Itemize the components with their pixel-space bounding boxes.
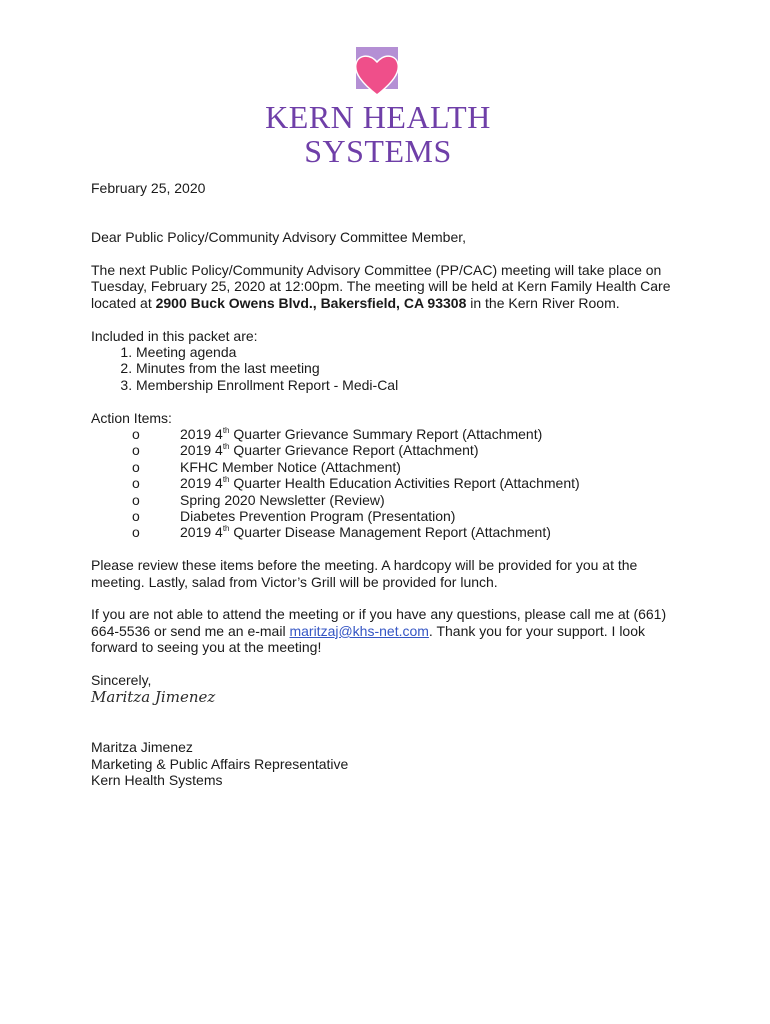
- action-item: [132, 524, 691, 540]
- action-item-text: KFHC Member Notice (Attachment): [180, 458, 401, 475]
- ordinal-suffix: th: [222, 475, 230, 485]
- sender-org: Kern Health Systems: [91, 772, 223, 789]
- intro-text: The next Public Policy/Community Advisory Committee (PP/CAC) meeting will take place on Tuesday, February 25, 2020 at 12:00pm. The meeting will be held at Kern Family Health Care located at: [91, 261, 671, 311]
- action-item-text: Spring 2020 Newsletter (Review): [180, 491, 385, 508]
- action-items-heading: Action Items:: [91, 409, 172, 426]
- packet-item: 1. Meeting agenda: [136, 344, 691, 360]
- sender-name: Maritza Jimenez: [91, 739, 193, 756]
- action-item: [132, 426, 691, 442]
- logo-heart: [356, 56, 399, 95]
- action-item-text-end: Quarter Grievance Summary Report (Attachment): [229, 426, 543, 443]
- action-item-text: 2019 4: [180, 426, 223, 443]
- letter-date: February 25, 2020: [91, 180, 206, 196]
- salutation: Dear Public Policy/Community Advisory Committee Member,: [91, 229, 467, 246]
- action-item-text-end: Quarter Health Education Activities Report (Attachment): [229, 475, 580, 492]
- bullet-icon: o: [132, 524, 140, 541]
- action-item: [132, 492, 691, 508]
- action-item: [132, 508, 691, 524]
- heart-logo-icon: [352, 45, 402, 97]
- letter-body: [91, 180, 691, 788]
- contact-text-end: . Thank you for your support. I look forward to seeing you at the meeting!: [91, 622, 645, 656]
- logo-wordmark: [248, 100, 508, 168]
- meeting-address: 2900 Buck Owens Blvd., Bakersfield, CA 93308: [155, 294, 467, 311]
- packet-intro: Included in this packet are:: [91, 327, 258, 344]
- action-item-text: 2019 4: [180, 475, 223, 492]
- email-link[interactable]: maritzaj@khs-net.com: [289, 622, 429, 639]
- bullet-icon: o: [132, 426, 140, 443]
- action-item-text-end: Quarter Grievance Report (Attachment): [229, 442, 479, 459]
- intro-paragraph: [91, 262, 691, 311]
- ordinal-suffix: th: [222, 524, 230, 534]
- intro-text-end: in the Kern River Room.: [466, 294, 620, 311]
- contact-text: If you are not able to attend the meeting or if you have any questions, please call me at (661) 664-5536 or send me an e-mail: [91, 606, 667, 639]
- kern-health-logo: [248, 45, 508, 170]
- logo-line-1: KERN HEALTH: [265, 99, 491, 135]
- packet-list: [91, 344, 691, 393]
- action-item-text: 2019 4: [180, 524, 223, 541]
- packet-item: 3. Membership Enrollment Report - Medi-Cal: [136, 377, 691, 393]
- bullet-icon: o: [132, 458, 140, 475]
- action-item-text-end: Quarter Disease Management Report (Attachment): [229, 524, 551, 541]
- bullet-icon: o: [132, 508, 140, 525]
- review-paragraph: Please review these items before the meeting. A hardcopy will be provided for you at the meeting. Lastly, salad from Victor’s Grill will be provided for lunch.: [91, 557, 638, 590]
- logo-line-2: SYSTEMS: [304, 133, 452, 169]
- sender-title: Marketing & Public Affairs Representative: [91, 755, 349, 772]
- bullet-icon: o: [132, 475, 140, 492]
- action-items-list: [91, 426, 691, 541]
- bullet-icon: o: [132, 442, 140, 459]
- closing: Sincerely,: [91, 672, 152, 689]
- ordinal-suffix: th: [222, 442, 230, 452]
- action-item: [132, 442, 691, 458]
- signature: Maritza Jimenez: [91, 688, 216, 707]
- bullet-icon: o: [132, 491, 140, 508]
- packet-item: 2. Minutes from the last meeting: [136, 360, 691, 376]
- ordinal-suffix: th: [222, 426, 230, 436]
- action-item-text: 2019 4: [180, 442, 223, 459]
- action-item: [132, 459, 691, 475]
- action-item-text: Diabetes Prevention Program (Presentation): [180, 508, 456, 525]
- action-item: [132, 475, 691, 491]
- contact-paragraph: [91, 606, 691, 655]
